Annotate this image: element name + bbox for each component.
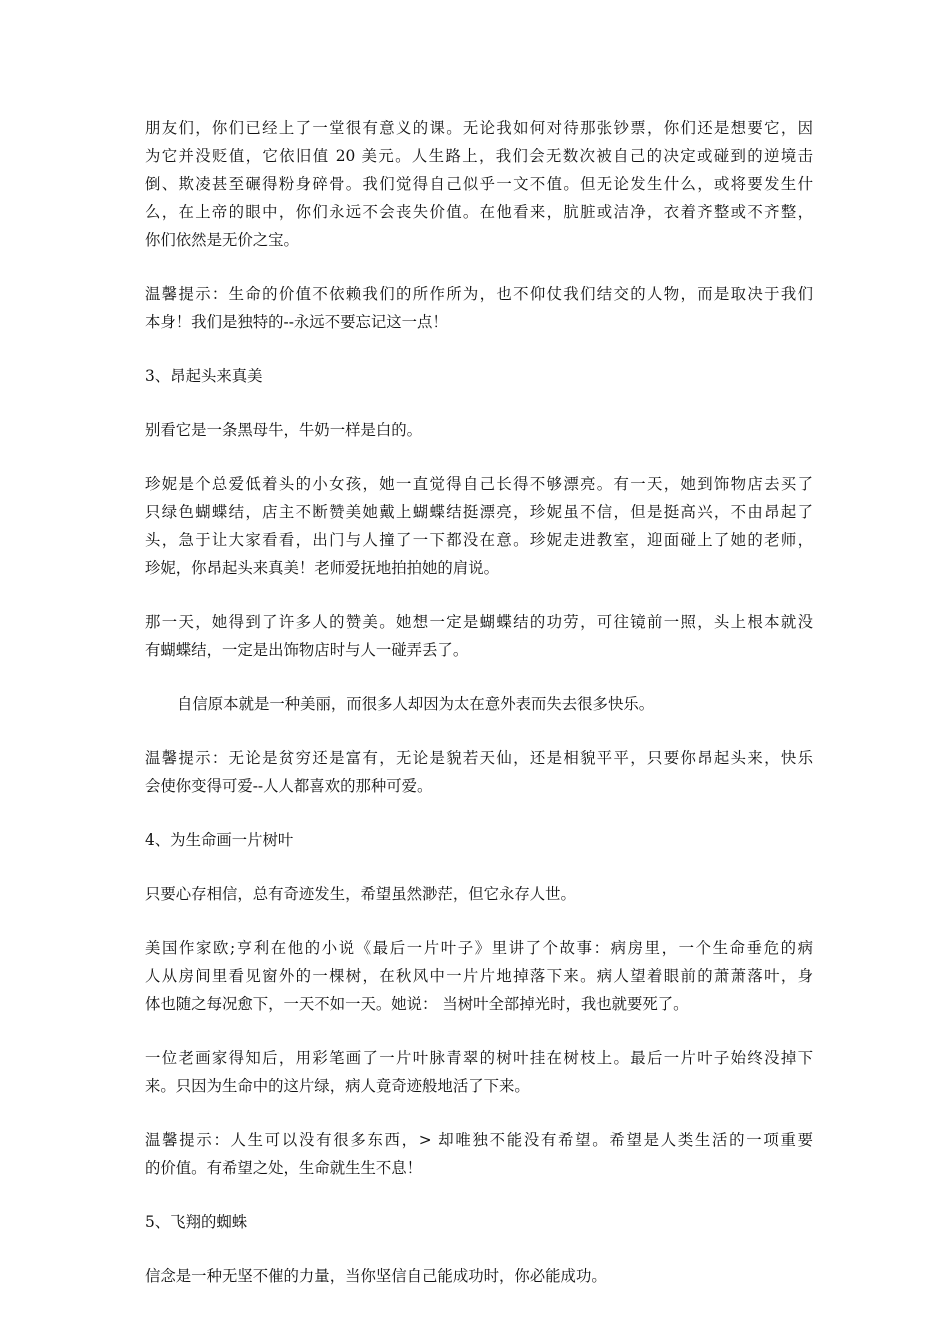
heading-text: 5、飞翔的蜘蛛 xyxy=(145,1213,248,1231)
paragraph-tip-3 xyxy=(145,1126,813,1182)
paragraph-confidence xyxy=(145,690,813,718)
heading-text: 4、为生命画一片树叶 xyxy=(145,831,294,849)
text-line: 那一天，她得到了许多人的赞美。她想一定是蝴蝶结的功劳，可往镜前一照，头上根本就没 xyxy=(145,613,813,631)
text-line: 你们依然是无价之宝。 xyxy=(145,231,299,249)
paragraph-hope-intro xyxy=(145,880,813,908)
paragraph-belief xyxy=(145,1262,813,1290)
paragraph-tip-2 xyxy=(145,744,813,800)
text-line: 人从房间里看见窗外的一棵树，在秋风中一片片地掉落下来。病人望着眼前的萧萧落叶，身 xyxy=(145,967,813,985)
paragraph-jenny-story xyxy=(145,470,813,582)
text-line: 么，在上帝的眼中，你们永远不会丧失价值。在他看来，肮脏或洁净，衣着齐整或不齐整， xyxy=(145,203,813,221)
text-line: 只绿色蝴蝶结，店主不断赞美她戴上蝴蝶结挺漂亮，珍妮虽不信，但是挺高兴，不由昂起了 xyxy=(145,503,813,521)
text-line: 温馨提示：无论是贫穷还是富有，无论是貌若天仙，还是相貌平平，只要你昂起头来，快乐 xyxy=(145,749,813,767)
text-line: 朋友们，你们已经上了一堂很有意义的课。无论我如何对待那张钞票，你们还是想要它，因 xyxy=(145,119,813,137)
text-line: 信念是一种无坚不催的力量，当你坚信自己能成功时，你必能成功。 xyxy=(145,1267,607,1285)
text-line: 珍妮，你昂起头来真美！老师爱抚地拍拍她的肩说。 xyxy=(145,559,499,577)
paragraph-painter xyxy=(145,1044,813,1100)
text-line: 自信原本就是一种美丽，而很多人却因为太在意外表而失去很多快乐。 xyxy=(177,695,655,713)
text-line: 来。只因为生命中的这片绿，病人竟奇迹般地活了下来。 xyxy=(145,1077,530,1095)
text-line: 美国作家欧;亨利在他的小说《最后一片叶子》里讲了个故事：病房里，一个生命垂危的病 xyxy=(145,939,813,957)
paragraph-tip-1 xyxy=(145,280,813,336)
text-line: 体也随之每况愈下，一天不如一天。她说： 当树叶全部掉光时，我也就要死了。 xyxy=(145,995,689,1013)
document-body xyxy=(145,114,813,1316)
text-line: 温馨提示：生命的价值不依赖我们的所作所为，也不仰仗我们结交的人物，而是取决于我们 xyxy=(145,285,813,303)
paragraph-proverb-cow xyxy=(145,416,813,444)
text-line: 有蝴蝶结，一定是出饰物店时与人一碰弄丢了。 xyxy=(145,641,469,659)
section-heading-5 xyxy=(145,1208,813,1236)
text-line: 本身！我们是独特的--永远不要忘记这一点！ xyxy=(145,313,448,331)
text-line: 珍妮是个总爱低着头的小女孩，她一直觉得自己长得不够漂亮。有一天，她到饰物店去买了 xyxy=(145,475,813,493)
text-line: 一位老画家得知后，用彩笔画了一片叶脉青翠的树叶挂在树枝上。最后一片叶子始终没掉下 xyxy=(145,1049,813,1067)
section-heading-4 xyxy=(145,826,813,854)
paragraph-lesson-conclusion xyxy=(145,114,813,254)
text-line: 温馨提示：人生可以没有很多东西，> 却唯独不能没有希望。希望是人类生活的一项重要 xyxy=(145,1131,813,1149)
section-heading-3 xyxy=(145,362,813,390)
text-line: 的价值。有希望之处，生命就生生不息！ xyxy=(145,1159,423,1177)
text-line: 头，急于让大家看看，出门与人撞了一下都没在意。珍妮走进教室，迎面碰上了她的老师， xyxy=(145,531,813,549)
heading-text: 3、昂起头来真美 xyxy=(145,367,263,385)
text-line: 只要心存相信，总有奇迹发生，希望虽然渺茫，但它永存人世。 xyxy=(145,885,576,903)
text-line: 别看它是一条黑母牛，牛奶一样是白的。 xyxy=(145,421,423,439)
paragraph-jenny-ending xyxy=(145,608,813,664)
text-line: 倒、欺凌甚至碾得粉身碎骨。我们觉得自己似乎一文不值。但无论发生什么，或将要发生什 xyxy=(145,175,813,193)
paragraph-last-leaf-story xyxy=(145,934,813,1018)
text-line: 为它并没贬值，它依旧值 20 美元。人生路上，我们会无数次被自己的决定或碰到的逆境击 xyxy=(145,147,813,165)
text-line: 会使你变得可爱--人人都喜欢的那种可爱。 xyxy=(145,777,433,795)
